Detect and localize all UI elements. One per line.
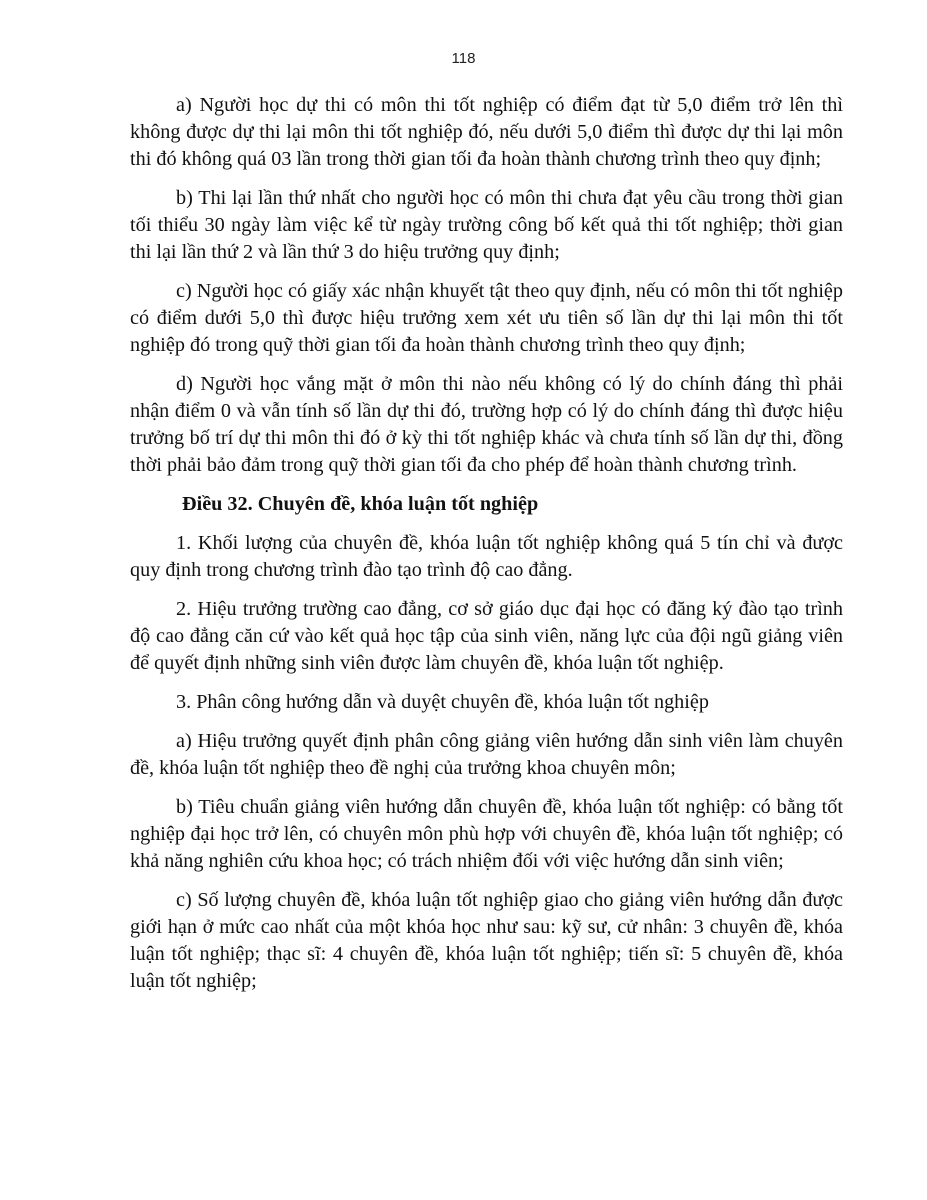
paragraph-c-disability: c) Người học có giấy xác nhận khuyết tật theo quy định, nếu có môn thi tốt nghiệp có điểm dưới 5,0 thì được hiệu trưởng xem xét ưu tiên số lần dự thi lại môn thi tốt nghiệp đó trong quỹ thời gian tối đa hoàn thành chương trình theo quy định; <box>130 280 843 356</box>
paragraph-3c-supervision-limit: c) Số lượng chuyên đề, khóa luận tốt nghiệp giao cho giảng viên hướng dẫn được giới hạn ở mức cao nhất của một khóa học như sau: kỹ sư, cử nhân: 3 chuyên đề, khóa luận tốt nghiệp; thạc sĩ: 4 chuyên đề, khóa luận tốt nghiệp; tiến sĩ: 5 chuyên đề, khóa luận tốt nghiệp; <box>130 889 843 992</box>
paragraph-2-eligibility: 2. Hiệu trưởng trường cao đẳng, cơ sở giáo dục đại học có đăng ký đào tạo trình độ cao đẳng căn cứ vào kết quả học tập của sinh viên, năng lực của đội ngũ giảng viên để quyết định những sinh viên được làm chuyên đề, khóa luận tốt nghiệp. <box>130 598 843 674</box>
paragraph-d-absence: d) Người học vắng mặt ở môn thi nào nếu không có lý do chính đáng thì phải nhận điểm 0 và vẫn tính số lần dự thi đó, trường hợp có lý do chính đáng thì được hiệu trưởng bố trí dự thi môn thi đó ở kỳ thi tốt nghiệp khác và chưa tính số lần dự thi, đồng thời phải bảo đảm trong quỹ thời gian tối đa cho phép để hoàn thành chương trình. <box>130 373 843 476</box>
paragraph-a-retake-rule: a) Người học dự thi có môn thi tốt nghiệp có điểm đạt từ 5,0 điểm trở lên thì không được dự thi lại môn thi tốt nghiệp đó, nếu dưới 5,0 điểm thì được dự thi lại môn thi đó không quá 03 lần trong thời gian tối đa hoàn thành chương trình theo quy định; <box>130 94 843 170</box>
paragraph-3b-supervisor-criteria: b) Tiêu chuẩn giảng viên hướng dẫn chuyên đề, khóa luận tốt nghiệp: có bằng tốt nghiệp đại học trở lên, có chuyên môn phù hợp với chuyên đề, khóa luận tốt nghiệp; có khả năng nghiên cứu khoa học; có trách nhiệm đối với việc hướng dẫn sinh viên; <box>130 796 843 872</box>
paragraph-3-assignment: 3. Phân công hướng dẫn và duyệt chuyên đề, khóa luận tốt nghiệp <box>176 691 709 713</box>
paragraph-b-first-retake: b) Thi lại lần thứ nhất cho người học có môn thi chưa đạt yêu cầu trong thời gian tối thiểu 30 ngày làm việc kể từ ngày trường công bố kết quả thi tốt nghiệp; thời gian thi lại lần thứ 2 và lần thứ 3 do hiệu trưởng quy định; <box>130 187 843 263</box>
paragraph-1-credits: 1. Khối lượng của chuyên đề, khóa luận tốt nghiệp không quá 5 tín chỉ và được quy định trong chương trình đào tạo trình độ cao đẳng. <box>130 532 843 581</box>
article-heading: Điều 32. Chuyên đề, khóa luận tốt nghiệp <box>182 493 539 515</box>
page-number: 118 <box>451 50 476 67</box>
paragraph-3a-principal-decision: a) Hiệu trưởng quyết định phân công giảng viên hướng dẫn sinh viên làm chuyên đề, khóa luận tốt nghiệp theo đề nghị của trưởng khoa chuyên môn; <box>130 730 843 779</box>
page-body <box>130 92 843 1007</box>
